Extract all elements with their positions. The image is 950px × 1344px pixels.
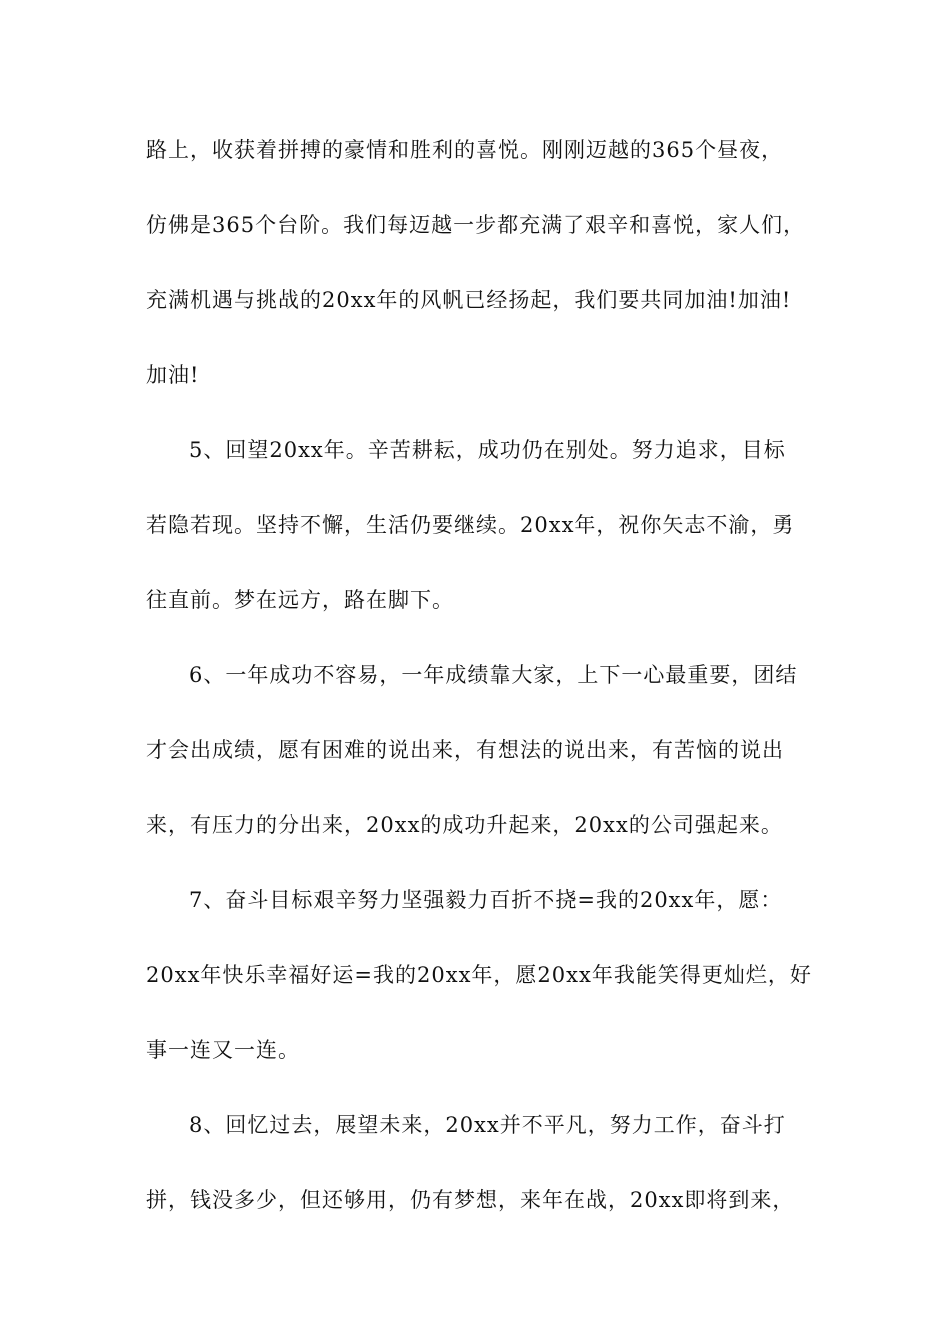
text-line: 才会出成绩，愿有困难的说出来，有想法的说出来，有苦恼的说出 [146,738,784,762]
text-line: 仿佛是365个台阶。我们每迈越一步都充满了艰辛和喜悦，家人们， [146,213,806,237]
paragraph-5-start: 5、回望20xx年。辛苦耕耘，成功仍在别处。努力追求，目标 [189,438,786,462]
paragraph-7-start: 7、奋斗目标艰辛努力坚强毅力百折不挠=我的20xx年，愿： [189,888,783,912]
paragraph-8-start: 8、回忆过去，展望未来，20xx并不平凡，努力工作，奋斗打 [189,1113,786,1137]
text-line: 来，有压力的分出来，20xx的成功升起来，20xx的公司强起来。 [146,813,783,837]
text-line: 若隐若现。坚持不懈，生活仍要继续。20xx年，祝你矢志不渝，勇 [146,513,795,537]
text-line: 充满机遇与挑战的20xx年的风帆已经扬起，我们要共同加油!加油! [146,288,792,312]
text-line: 路上，收获着拼搏的豪情和胜利的喜悦。刚刚迈越的365个昼夜， [146,138,784,162]
text-line: 事一连又一连。 [146,1038,300,1062]
text-line: 加油! [146,363,200,387]
text-line: 拼，钱没多少，但还够用，仍有梦想，来年在战，20xx即将到来， [146,1188,795,1212]
text-line: 往直前。梦在远方，路在脚下。 [146,588,454,612]
paragraph-6-start: 6、一年成功不容易，一年成绩靠大家，上下一心最重要，团结 [189,663,798,687]
text-line: 20xx年快乐幸福好运=我的20xx年，愿20xx年我能笑得更灿烂，好 [146,963,812,987]
